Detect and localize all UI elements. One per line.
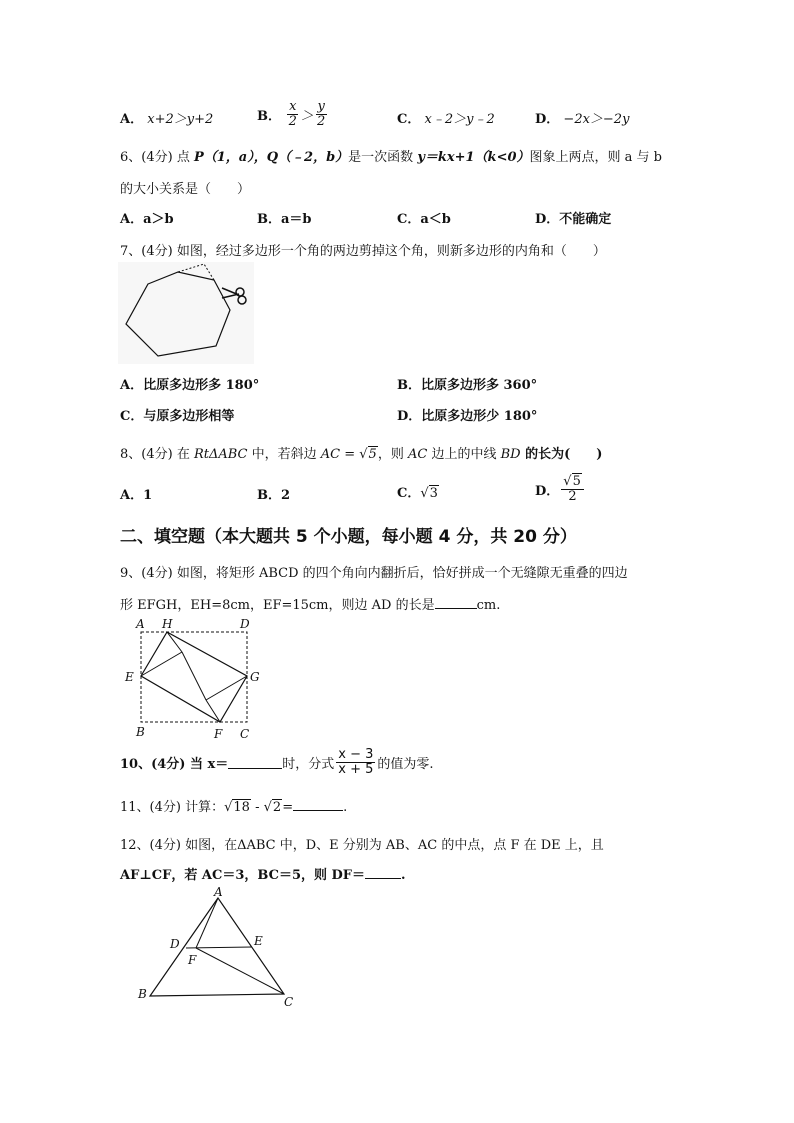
q5-option-b-frac2 bbox=[316, 100, 327, 129]
q5-option-b-label: B． bbox=[257, 109, 281, 124]
frac-numerator: √5 bbox=[561, 475, 584, 490]
q12-segment-fc bbox=[196, 948, 284, 994]
q11-sqrt18: √18 bbox=[224, 800, 250, 815]
q12-line2 bbox=[120, 864, 406, 883]
q12-label-d: D bbox=[170, 937, 180, 951]
frac-denominator: 2 bbox=[288, 114, 297, 129]
q7-text: 7、(4分) 如图，经过多边形一个角的两边剪掉这个角，则新多边形的内角和（ ） bbox=[120, 244, 606, 259]
q8-mid2: ，则 bbox=[377, 447, 408, 462]
q7-figure-bg bbox=[118, 262, 254, 364]
q6-line1 bbox=[120, 146, 662, 165]
q9-fold-line bbox=[182, 652, 206, 700]
q5-option-d-expr: −2x＞−2y bbox=[563, 112, 630, 127]
q6-prefix: 6、(4分) 点 bbox=[120, 150, 194, 165]
q9-line2-text: 形 EFGH，EH=8cm，EF=15cm，则边 AD 的长是 bbox=[120, 598, 435, 613]
q8-option-d-frac bbox=[561, 475, 584, 504]
frac-denominator: 2 bbox=[568, 489, 577, 504]
q9-label-b: B bbox=[136, 725, 145, 739]
q8-mid1: 中，若斜边 bbox=[247, 447, 321, 462]
q9-line2 bbox=[120, 594, 500, 613]
q11-answer-blank bbox=[293, 798, 343, 811]
q9-label-g: G bbox=[250, 670, 260, 684]
q5-option-a-expr: x+2＞y+2 bbox=[147, 112, 214, 127]
q11-radicand-18: 18 bbox=[233, 800, 250, 815]
q6-option-c: C．a＜b bbox=[397, 212, 451, 227]
q11-prefix: 11、(4分) 计算： bbox=[120, 800, 225, 815]
q9-fold-line bbox=[206, 676, 247, 700]
q6-mid: 是一次函数 bbox=[348, 150, 418, 165]
q7-option-a: A．比原多边形多 180° bbox=[120, 378, 260, 393]
q8-text bbox=[120, 443, 602, 462]
q8-prefix: 8、(4分) 在 bbox=[120, 447, 194, 462]
q10-fraction bbox=[336, 748, 375, 777]
q10-suffix: 的值为零. bbox=[377, 757, 434, 772]
q12-label-a: A bbox=[214, 886, 223, 899]
q11-end: . bbox=[343, 800, 348, 815]
q5-option-d-label: D． bbox=[535, 112, 560, 127]
q9-fold-line bbox=[206, 700, 220, 722]
q9-fold-line bbox=[141, 652, 182, 676]
q5-option-b-frac1 bbox=[287, 100, 298, 129]
q5-option-d bbox=[535, 108, 629, 127]
q7-figure bbox=[118, 262, 258, 366]
q10-prefix: 10、(4分) 当 x＝ bbox=[120, 757, 229, 772]
q9-label-f: F bbox=[214, 727, 223, 741]
q8-ac: AC bbox=[407, 447, 428, 462]
q12-segment-af bbox=[196, 898, 218, 948]
q5-option-c-expr: x﹣2＞y﹣2 bbox=[424, 112, 495, 127]
q8-sqrt5-radicand: 5 bbox=[368, 447, 377, 462]
q5-option-a bbox=[120, 108, 213, 127]
q8-sqrt5: √5 bbox=[359, 447, 377, 462]
q6-points: P（1，a），Q（﹣2，b） bbox=[193, 150, 349, 165]
q9-fold-line bbox=[167, 632, 182, 652]
q8-option-a: A．1 bbox=[120, 488, 153, 503]
q8-option-c-label: C． bbox=[397, 486, 421, 501]
section-title: 二、填空题（本大题共 5 个小题，每小题 4 分，共 20 分） bbox=[120, 527, 577, 547]
q6-suffix: 图象上两点，则 a 与 b bbox=[529, 150, 662, 165]
q12-end: . bbox=[401, 868, 406, 883]
frac-denominator: 2 bbox=[317, 114, 326, 129]
q11-minus: - bbox=[250, 800, 264, 815]
q12-label-c: C bbox=[284, 995, 294, 1009]
q5-option-c-label: C． bbox=[397, 112, 421, 127]
q8-option-c-sqrt: √3 bbox=[420, 486, 438, 501]
q5-option-b-gt: ＞ bbox=[300, 109, 314, 124]
q12-label-f: F bbox=[188, 953, 197, 967]
q8-option-c-radicand: 3 bbox=[429, 486, 438, 501]
q11-radicand-2: 2 bbox=[272, 800, 282, 815]
q9-label-a: A bbox=[136, 617, 145, 631]
q11-equals: = bbox=[282, 800, 294, 815]
q11-text bbox=[120, 796, 347, 815]
q8-triangle: RtΔABC bbox=[193, 447, 248, 462]
q8-suffix: 的长为( ) bbox=[520, 447, 603, 462]
q8-bd: BD bbox=[500, 447, 521, 462]
q9-label-d: D bbox=[240, 617, 250, 631]
frac-numerator: x bbox=[289, 99, 297, 114]
q6-line2: 的大小关系是（ ） bbox=[120, 182, 251, 197]
q6-function: y＝kx+1（k<0） bbox=[417, 150, 530, 165]
q12-line1: 12、(4分) 如图，在ΔABC 中，D、E 分别为 AB、AC 的中点，点 F 在 DE 上，且 bbox=[120, 838, 604, 853]
q8-option-d bbox=[535, 475, 586, 504]
q5-option-c bbox=[397, 108, 495, 127]
q9-label-e: E bbox=[125, 670, 134, 684]
q12-figure bbox=[134, 886, 304, 1010]
frac-numerator: y bbox=[317, 99, 325, 114]
q9-answer-blank bbox=[435, 596, 477, 609]
q6-option-b: B．a＝b bbox=[257, 212, 312, 227]
q5-option-b bbox=[257, 100, 329, 129]
q6-option-a: A．a＞b bbox=[120, 212, 174, 227]
q11-sqrt2: √2 bbox=[263, 800, 282, 815]
q8-ac-eq: AC = bbox=[320, 447, 360, 462]
q6-option-d: D．不能确定 bbox=[535, 212, 612, 227]
q12-line2-text: AF⊥CF，若 AC＝3，BC＝5，则 DF＝ bbox=[120, 868, 366, 883]
q8-option-d-label: D． bbox=[535, 484, 560, 499]
q10-mid: 时，分式 bbox=[282, 757, 335, 772]
q9-figure bbox=[122, 614, 272, 742]
q7-option-b: B．比原多边形多 360° bbox=[397, 378, 538, 393]
q8-option-b: B．2 bbox=[257, 488, 291, 503]
q8-mid3: 边上的中线 bbox=[427, 447, 501, 462]
q7-option-c: C．与原多边形相等 bbox=[120, 409, 235, 424]
q12-label-e: E bbox=[254, 934, 263, 948]
q12-label-b: B bbox=[138, 987, 147, 1001]
frac-numerator: x − 3 bbox=[338, 747, 374, 762]
q9-label-c: C bbox=[240, 727, 250, 741]
q8-option-c bbox=[397, 482, 439, 501]
q10-text bbox=[120, 748, 434, 777]
q7-option-d: D．比原多边形少 180° bbox=[397, 409, 538, 424]
q5-option-a-label: A． bbox=[120, 112, 144, 127]
q9-label-h: H bbox=[162, 617, 173, 631]
q9-unit: cm. bbox=[476, 598, 501, 613]
q8-option-d-radicand: 5 bbox=[572, 474, 581, 489]
frac-denominator: x + 5 bbox=[338, 762, 374, 777]
q12-answer-blank bbox=[365, 866, 401, 879]
q10-answer-blank bbox=[228, 756, 282, 769]
q9-line1: 9、(4分) 如图，将矩形 ABCD 的四个角向内翻折后，恰好拼成一个无缝隙无重叠的四边 bbox=[120, 566, 628, 581]
